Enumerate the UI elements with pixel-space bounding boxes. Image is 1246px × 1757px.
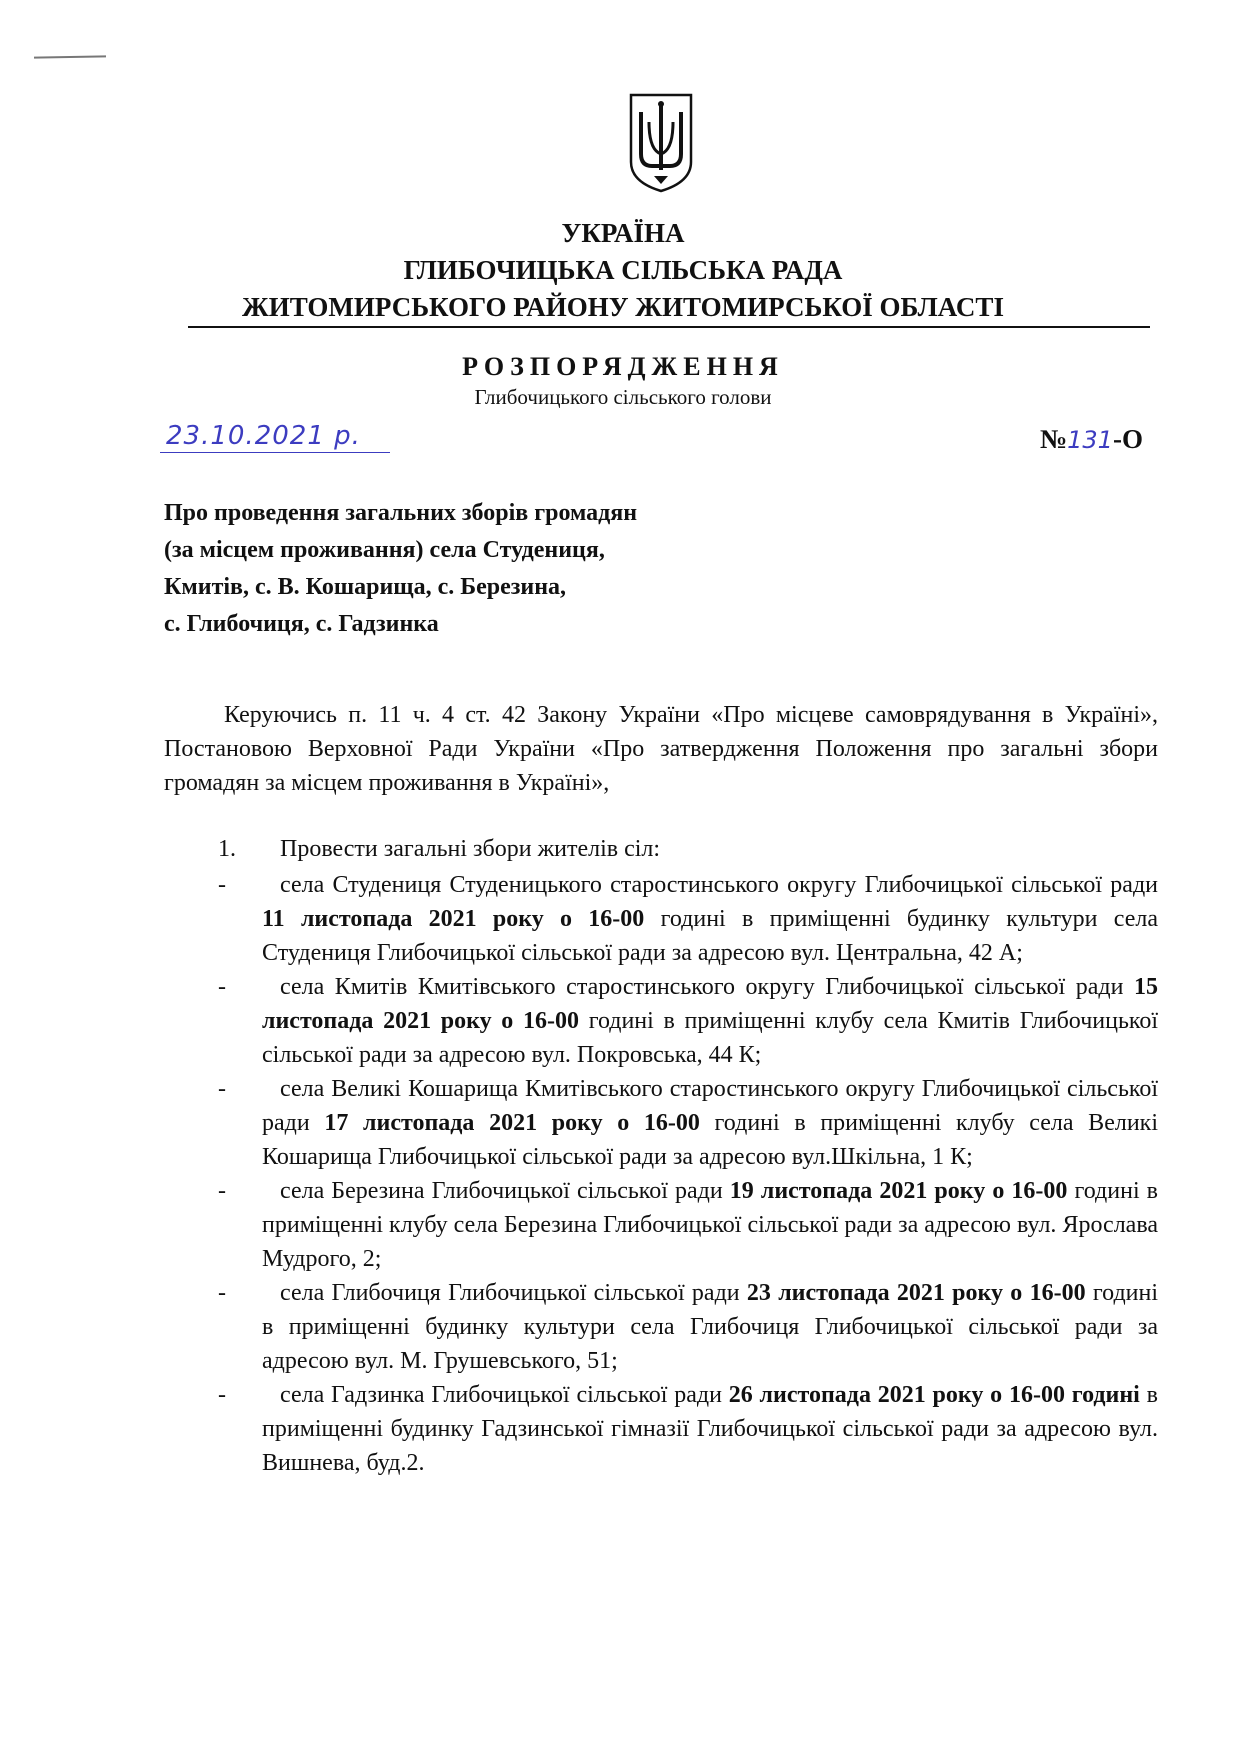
title-line: Про проведення загальних зборів громадян bbox=[164, 500, 638, 526]
entry-text: села Гадзинка Глибочицької сільської ради bbox=[280, 1382, 729, 1408]
title-line: Кмитів, с. В. Кошарища, с. Березина, bbox=[164, 574, 567, 600]
entry-text: села Великі Кошарища Кмитівського старостинського округу Глибочицької сільської ради bbox=[262, 1076, 1158, 1136]
list-dash: - bbox=[218, 1178, 226, 1204]
title-line: с. Глибочиця, с. Гадзинка bbox=[164, 611, 439, 637]
header-district: ЖИТОМИРСЬКОГО РАЙОНУ ЖИТОМИРСЬКОЇ ОБЛАСТІ bbox=[242, 292, 1004, 322]
entry-text: села Кмитів Кмитівського старостинського округу Глибочицької сільської ради bbox=[280, 974, 1134, 1000]
list-item-1 bbox=[218, 832, 660, 866]
document-subtitle: Глибочицького сільського голови bbox=[474, 385, 772, 409]
preamble-paragraph: Керуючись п. 11 ч. 4 ст. 42 Закону України «Про місцеве самоврядування в Україні», Постановою Верховної Ради України «Про затвердження Положення про загальні збори громадян за місцем проживання в Україні», bbox=[164, 702, 1158, 796]
list-item bbox=[218, 970, 1158, 1072]
list-dash: - bbox=[218, 1076, 226, 1102]
list-dash: - bbox=[218, 1382, 226, 1408]
entry-date-bold: 19 листопада 2021 року о 16-00 bbox=[729, 1178, 1068, 1204]
document-type: РОЗПОРЯДЖЕННЯ bbox=[462, 352, 784, 381]
entry-text: годині в приміщенні клубу села Березина Глибочицької сільської ради за адресою вул. Ярослава Мудрого, 2; bbox=[262, 1178, 1159, 1272]
list-item-number: 1. bbox=[218, 836, 236, 862]
scan-mark bbox=[34, 55, 106, 58]
entry-text: в приміщенні будинку Гадзинської гімназії Глибочицької сільської ради за адресою вул. Вишнева, буд.2. bbox=[262, 1382, 1158, 1476]
document-number bbox=[1040, 424, 1143, 455]
entry-date-bold: 23 листопада 2021 року о 16-00 bbox=[746, 1280, 1086, 1306]
list-item bbox=[218, 1174, 1158, 1276]
entry-date-bold: 11 листопада 2021 року о 16-00 bbox=[262, 906, 645, 932]
entry-text: годині в приміщенні будинку культури села Студениця Глибочицької сільської ради за адресою вул. Центральна, 42 А; bbox=[262, 906, 1158, 966]
number-suffix: -О bbox=[1112, 424, 1143, 454]
entry-date-bold: 17 листопада 2021 року о 16-00 bbox=[324, 1110, 700, 1136]
list-item bbox=[218, 1072, 1158, 1174]
list-item-text: Провести загальні збори жителів сіл: bbox=[280, 836, 661, 862]
list-dash: - bbox=[218, 872, 226, 898]
entry-date-bold: 26 листопада 2021 року о 16-00 годині bbox=[728, 1382, 1140, 1408]
header-country: УКРАЇНА bbox=[561, 218, 685, 248]
entry-text: села Глибочиця Глибочицької сільської ради bbox=[280, 1280, 747, 1306]
header-council: ГЛИБОЧИЦЬКА СІЛЬСЬКА РАДА bbox=[403, 255, 843, 285]
list-dash: - bbox=[218, 974, 226, 1000]
title-line: (за місцем проживання) села Студениця, bbox=[164, 537, 605, 563]
number-handwritten: 131 bbox=[1067, 426, 1113, 454]
entry-text: годині в приміщенні клубу села Кмитів Глибочицької сільської ради за адресою вул. Покровська, 44 К; bbox=[262, 1008, 1159, 1068]
meeting-list bbox=[218, 868, 1158, 1480]
list-item bbox=[218, 1378, 1158, 1480]
list-item bbox=[218, 1276, 1158, 1378]
list-dash: - bbox=[218, 1280, 226, 1306]
header-divider bbox=[188, 326, 1150, 328]
entry-text: годині в приміщенні будинку культури села Глибочиця Глибочицької сільської ради за адресою вул. М. Грушевського, 51; bbox=[262, 1280, 1159, 1374]
list-item bbox=[218, 868, 1158, 970]
entry-text: села Березина Глибочицької сільської ради bbox=[280, 1178, 730, 1204]
document-title bbox=[164, 495, 864, 643]
trident-emblem-icon bbox=[628, 92, 694, 194]
entry-text: села Студениця Студеницького старостинського округу Глибочицької сільської ради bbox=[280, 872, 1158, 898]
handwritten-date: 23.10.2021 р. bbox=[166, 421, 361, 451]
entry-date-bold: 15 листопада 2021 року о 16-00 bbox=[262, 974, 1158, 1034]
number-prefix: № bbox=[1040, 424, 1068, 454]
entry-text: годині в приміщенні клубу села Великі Кошарища Глибочицької сільської ради за адресою вул.Шкільна, 1 К; bbox=[262, 1110, 1158, 1170]
date-underline bbox=[160, 452, 390, 453]
